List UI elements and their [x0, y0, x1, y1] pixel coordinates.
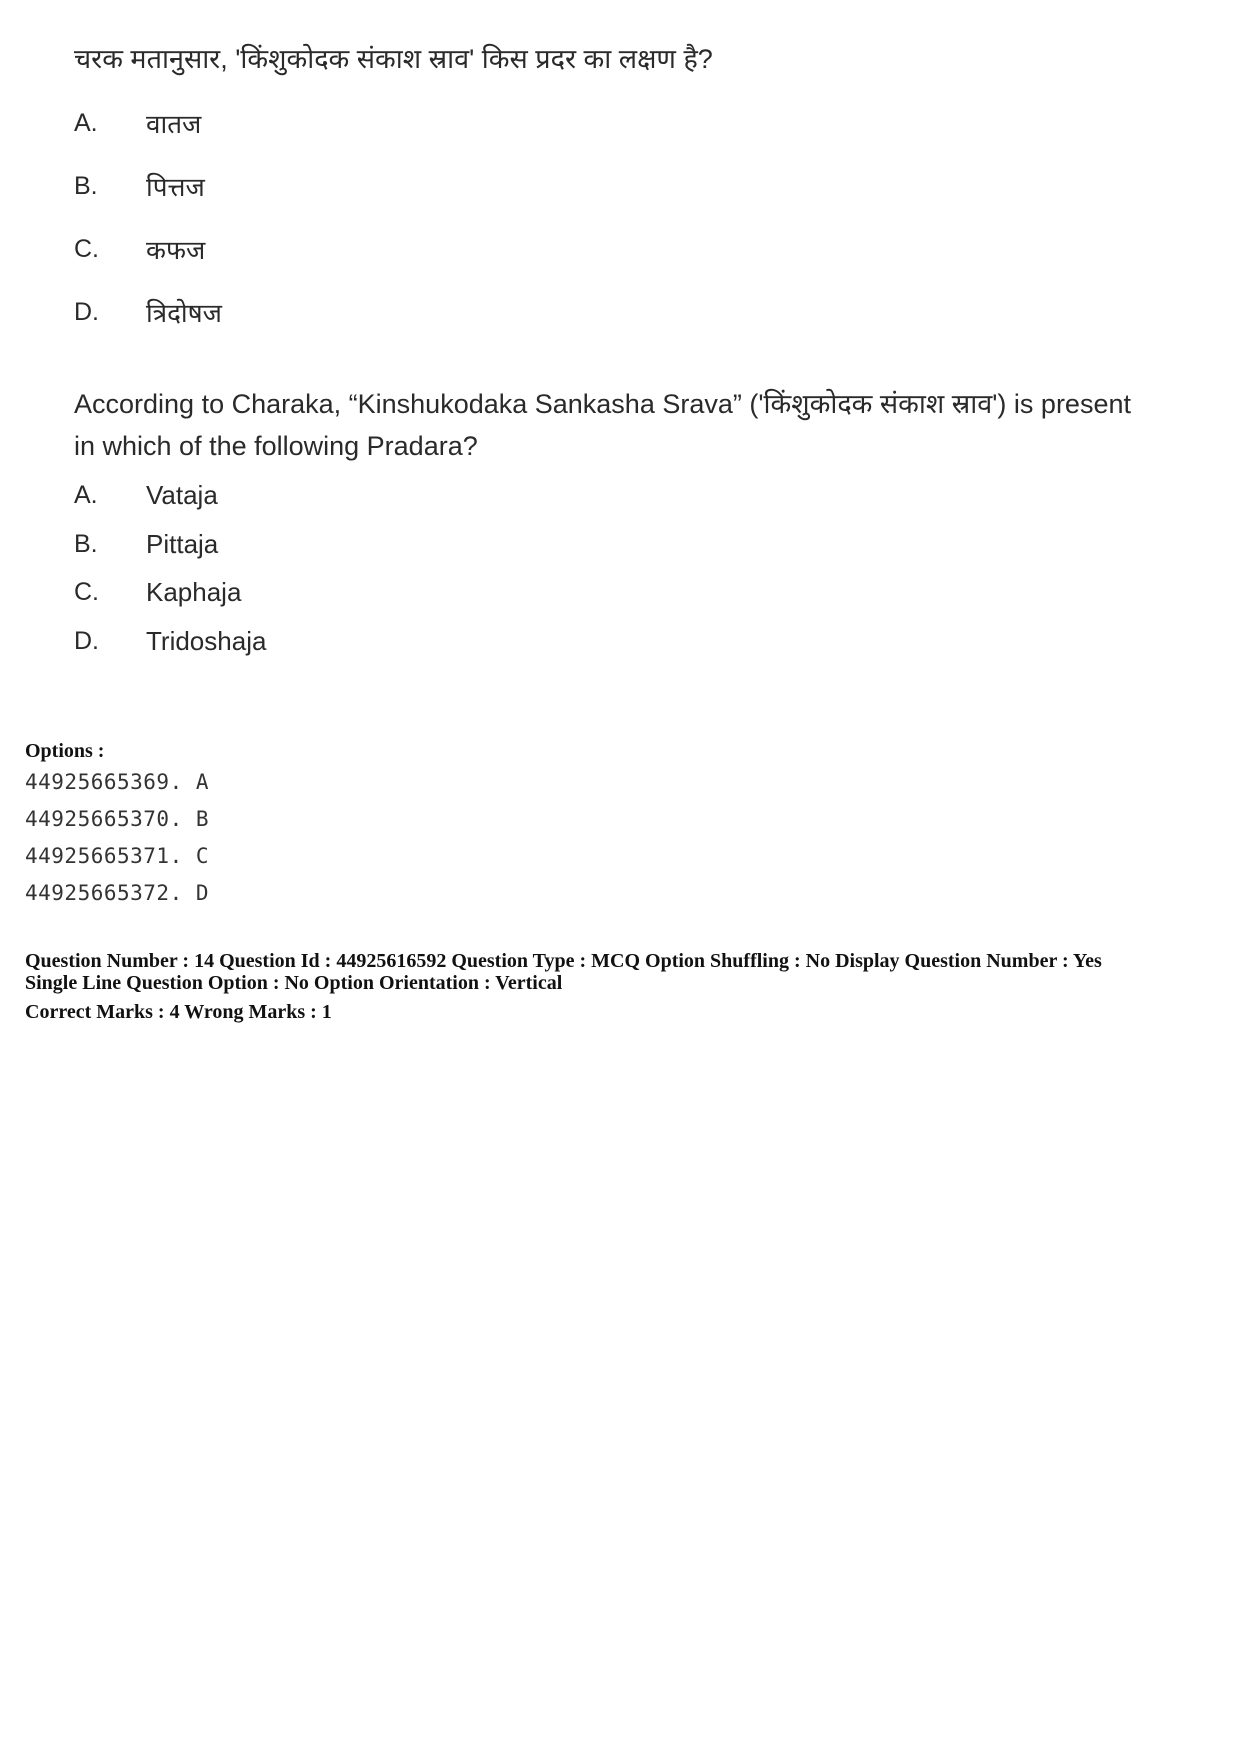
option-text: वातज — [146, 109, 202, 139]
option-id-item: 44925665372. D — [25, 881, 210, 905]
option-id-item: 44925665370. B — [25, 807, 210, 831]
marks-metadata-line: Correct Marks : 4 Wrong Marks : 1 — [25, 1001, 332, 1023]
options-heading: Options : — [25, 740, 105, 762]
option-letter: C. — [74, 234, 99, 263]
hindi-option-a — [74, 106, 201, 140]
question-metadata-line: Question Number : 14 Question Id : 44925616592 Question Type : MCQ Option Shuffling : No Display Question Number : Yes — [25, 950, 1102, 972]
hindi-option-c — [74, 232, 205, 266]
english-question-text: According to Charaka, “Kinshukodaka Sankasha Srava” ('किंशुकोदक संकाश स्राव') is present in which of the following Pradara? — [74, 389, 1131, 461]
hindi-option-d — [74, 295, 222, 329]
option-letter: C. — [74, 577, 99, 606]
english-option-a — [74, 478, 218, 512]
question-metadata-line: Single Line Question Option : No Option Orientation : Vertical — [25, 972, 563, 994]
option-id-item: 44925665369. A — [25, 770, 210, 794]
option-text: पित्तज — [146, 172, 205, 202]
option-text: Vataja — [146, 479, 218, 510]
option-letter: B. — [74, 529, 98, 558]
option-text: Kaphaja — [146, 576, 242, 607]
english-option-c — [74, 575, 241, 609]
option-letter: B. — [74, 171, 98, 200]
option-text: Pittaja — [146, 528, 219, 559]
option-id-item: 44925665371. C — [25, 844, 210, 868]
english-option-b — [74, 527, 218, 561]
option-letter: D. — [74, 297, 99, 326]
english-option-d — [74, 624, 266, 658]
option-text: त्रिदोषज — [146, 298, 222, 328]
hindi-option-b — [74, 169, 205, 203]
option-letter: A. — [74, 480, 98, 509]
option-letter: A. — [74, 108, 98, 137]
option-letter: D. — [74, 626, 99, 655]
hindi-question-text: चरक मतानुसार, 'किंशुकोदक संकाश स्राव' किस प्रदर का लक्षण है? — [74, 44, 713, 74]
option-text: Tridoshaja — [146, 625, 267, 656]
option-text: कफज — [146, 235, 206, 265]
